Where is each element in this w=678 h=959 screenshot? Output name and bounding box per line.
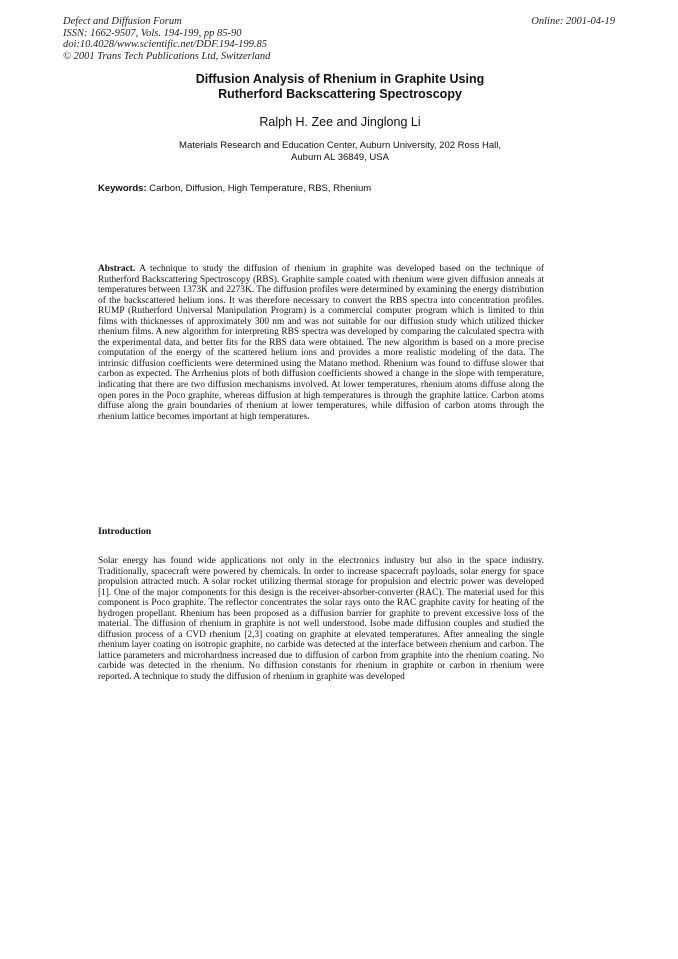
journal-copyright: © 2001 Trans Tech Publications Ltd, Switzerland (63, 50, 271, 62)
paper-title-line-2: Rutherford Backscattering Spectroscopy (218, 86, 462, 101)
paper-title-line-1: Diffusion Analysis of Rhenium in Graphite Using (195, 72, 485, 86)
paper-affiliation (100, 140, 580, 164)
journal-issn: ISSN: 1662-9507, Vols. 194-199, pp 85-90 (63, 27, 242, 39)
journal-doi: doi:10.4028/www.scientific.net/DDF.194-199.85 (63, 39, 268, 50)
paper-title (80, 72, 600, 101)
affiliation-line-1: Materials Research and Education Center, Auburn University, 202 Ross Hall, (179, 140, 501, 151)
affiliation-line-2: Auburn AL 36849, USA (291, 152, 389, 163)
abstract-label: Abstract. (98, 264, 136, 274)
introduction-heading: Introduction (98, 526, 152, 537)
paper-authors: Ralph H. Zee and Jinglong Li (259, 115, 421, 129)
abstract (98, 264, 544, 422)
journal-header (63, 16, 443, 62)
abstract-text: A technique to study the diffusion of rhenium in graphite was developed based on the technique of Rutherford Backscattering Spectroscopy (RBS). Graphite sample coated with rhenium were given diffusion anneals at temperatures between 1373K and 2273K. The diffusion profiles were determined by examining the energy distribution of the backscattered helium ions. It was therefore necessary to convert the RBS spectra into concentration profiles. RUMP (Rutherford Universal Manipulation Program) is a commercial computer program which is limited to thin films with thicknesses of approximately 300 nm and was not suitable for our diffusion study which utilized thicker rhenium films. A new algorithm for interpreting RBS spectra was developed by comparing the calculated spectra with the experimental data, and better fits for the RBS data were obtained. The new algorithm is based on a more precise computation of the energy of the scattered helium ions and provides a more realistic modeling of the data. The intrinsic diffusion coefficients were determined using the Matano method. Rhenium was found to diffuse slower that carbon as expected. The Arrhenius plots of both diffusion coefficients showed a change in the slope with temperature, indicating that there are two diffusion mechanisms involved. At lower temperatures, rhenium atoms diffuse along the open pores in the Poco graphite, whereas diffusion at high temperatures is through the graphite lattice. Carbon atoms diffuse along the grain boundaries of rhenium at lower temperatures, while diffusion of carbon atoms through the rhenium lattice becomes important at high temperatures. (98, 264, 545, 422)
keywords-text: Carbon, Diffusion, High Temperature, RBS, Rhenium (149, 183, 372, 194)
keywords-label: Keywords: (98, 183, 147, 194)
online-date: Online: 2001-04-19 (531, 16, 615, 27)
introduction-text: Solar energy has found wide applications not only in the electronics industry but also in the space industry. Traditionally, spacecraft were powered by chemicals. In order to increase spacecraft payloads, solar energy for space propulsion attracted much. A solar rocket utilizing thermal storage for propulsion and electric power was developed [1]. One of the major components for this design is the receiver-absorber-converter (RAC). The material used for this component is Poco graphite. The reflector concentrates the solar rays onto the RAC graphite cavity for heating of the hydrogen propellant. Rhenium has been proposed as a diffusion barrier for graphite to prevent excessive loss of the material. The diffusion of rhenium in graphite is not well understood. Isobe made diffusion couples and studied the diffusion process of a CVD rhenium [2,3] coating on graphite at elevated temperatures. After annealing the single rhenium layer coating on isotropic graphite, no carbide was detected at the interface between rhenium and carbon. The lattice parameters and microhardness increased due to diffusion of carbon from graphite into the rhenium coating. No carbide was detected in the rhenium. No diffusion constants for rhenium in graphite or carbon in rhenium were reported. A technique to study the diffusion of rhenium in graphite was developed (98, 556, 544, 683)
journal-name: Defect and Diffusion Forum (63, 16, 182, 27)
keywords (98, 183, 598, 195)
